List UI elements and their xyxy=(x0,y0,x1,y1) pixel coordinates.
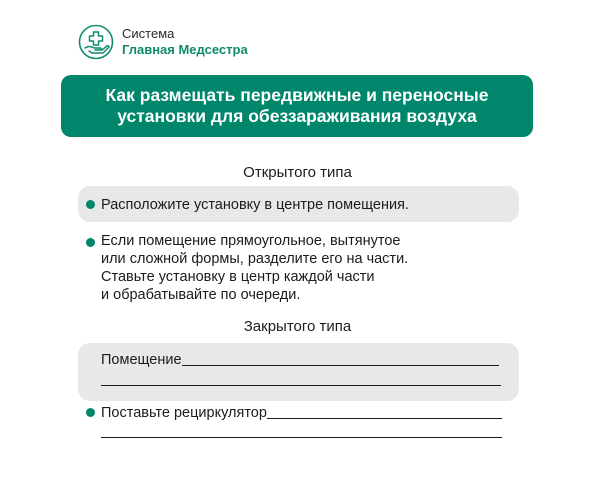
logo-line1: Система xyxy=(122,26,175,41)
bullet-icon xyxy=(86,200,95,209)
logo-line2: Главная Медсестра xyxy=(122,42,248,57)
open-item-2-line: и обрабатывайте по очереди. xyxy=(101,287,301,303)
open-item-2-line: Ставьте установку в центр каждой части xyxy=(101,269,375,285)
banner-line2: установки для обеззараживания воздуха xyxy=(117,106,477,126)
title-banner xyxy=(61,75,533,137)
recirculator-field-line[interactable] xyxy=(267,417,502,419)
banner-line1: Как размещать передвижные и переносные xyxy=(105,85,489,105)
logo xyxy=(78,24,248,60)
recirculator-field[interactable] xyxy=(101,405,502,421)
open-item-2 xyxy=(101,232,501,304)
section-title-closed: Закрытого типа xyxy=(243,318,352,335)
bullet-icon xyxy=(86,238,95,247)
recirculator-field-line-2[interactable] xyxy=(101,437,502,438)
room-field-line[interactable] xyxy=(182,364,499,366)
open-item-2-line: или сложной формы, разделите его на части. xyxy=(101,251,409,267)
section-title-open: Открытого типа xyxy=(243,164,352,181)
recirculator-field-label: Поставьте рециркулятор xyxy=(101,405,267,421)
room-field-line-2[interactable] xyxy=(101,385,501,386)
logo-text xyxy=(122,26,248,58)
room-field[interactable] xyxy=(101,352,499,368)
room-field-label: Помещение xyxy=(101,352,182,368)
bullet-icon xyxy=(86,408,95,417)
open-item-1: Расположите установку в центре помещения. xyxy=(101,197,409,213)
cross-hands-icon xyxy=(78,24,114,60)
open-item-2-line: Если помещение прямоугольное, вытянутое xyxy=(101,233,401,249)
